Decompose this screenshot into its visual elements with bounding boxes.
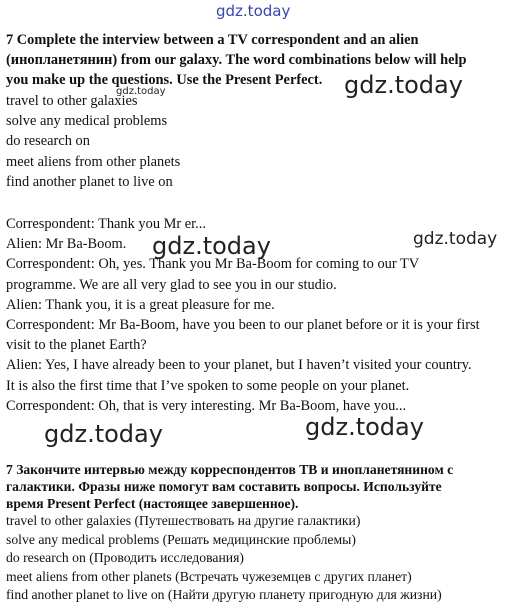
watermark: gdz.today	[344, 71, 463, 99]
combination-item: meet aliens from other planets (Встречать чужеземцев с других планет)	[6, 568, 412, 584]
watermark: gdz.today	[305, 413, 424, 441]
combination-item: do research on (Проводить исследования)	[6, 550, 244, 566]
dialog-line: Correspondent: Thank you Mr er...	[6, 216, 206, 232]
task-heading-ru	[6, 461, 518, 513]
dialog-line: programme. We are all very glad to see you in our studio.	[6, 276, 337, 293]
combination-item: travel to other galaxies (Путешествовать на другие галактики)	[6, 513, 361, 528]
combination-item: find another planet to live on (Найти другую планету пригодную для жизни)	[6, 587, 442, 603]
watermark: gdz.today	[216, 2, 291, 20]
combination-item: solve any medical problems (Решать медицинские проблемы)	[6, 531, 356, 547]
word-combinations-ru	[6, 512, 518, 605]
dialog-line: Correspondent: Mr Ba-Boom, have you been to our planet before or it is your first	[6, 317, 480, 334]
combination-item: do research on	[6, 133, 90, 150]
heading-line: 7 Закончите интервью между корреспондентов ТВ и инопланетянином с	[6, 462, 454, 477]
dialog-line: Alien: Mr Ba-Boom.	[6, 236, 127, 253]
heading-line: (инопланетянин) from our galaxy. The word combinations below will help	[6, 52, 467, 69]
heading-line: 7 Complete the interview between a TV correspondent and an alien	[6, 32, 419, 48]
dialog-line: Alien: Yes, I have already been to your planet, but I haven’t visited your country.	[6, 357, 472, 374]
watermark: gdz.today	[116, 86, 166, 97]
watermark: gdz.today	[413, 229, 498, 249]
watermark: gdz.today	[152, 232, 271, 260]
combination-item: solve any medical problems	[6, 113, 168, 130]
dialog-line: visit to the planet Earth?	[6, 337, 147, 354]
heading-line: время Present Perfect (настоящее завершенное).	[6, 496, 299, 512]
combination-item: travel to other galaxies	[6, 93, 138, 109]
dialog-line: Alien: Thank you, it is a great pleasure for me.	[6, 296, 275, 313]
heading-line: you make up the questions. Use the Present Perfect.	[6, 72, 323, 89]
watermark: gdz.today	[44, 420, 163, 448]
word-combinations-en	[6, 91, 518, 192]
combination-item: find another planet to live on	[6, 173, 173, 190]
combination-item: meet aliens from other planets	[6, 153, 181, 170]
dialog-line: Correspondent: Oh, that is very interesting. Mr Ba-Boom, have you...	[6, 397, 407, 414]
dialog-line: Correspondent: Oh, yes. Thank you Mr Ba-Boom for coming to our TV	[6, 256, 420, 273]
heading-line: галактики. Фразы ниже помогут вам составить вопросы. Используйте	[6, 479, 442, 495]
dialog-line: It is also the first time that I’ve spoken to some people on your planet.	[6, 377, 410, 394]
